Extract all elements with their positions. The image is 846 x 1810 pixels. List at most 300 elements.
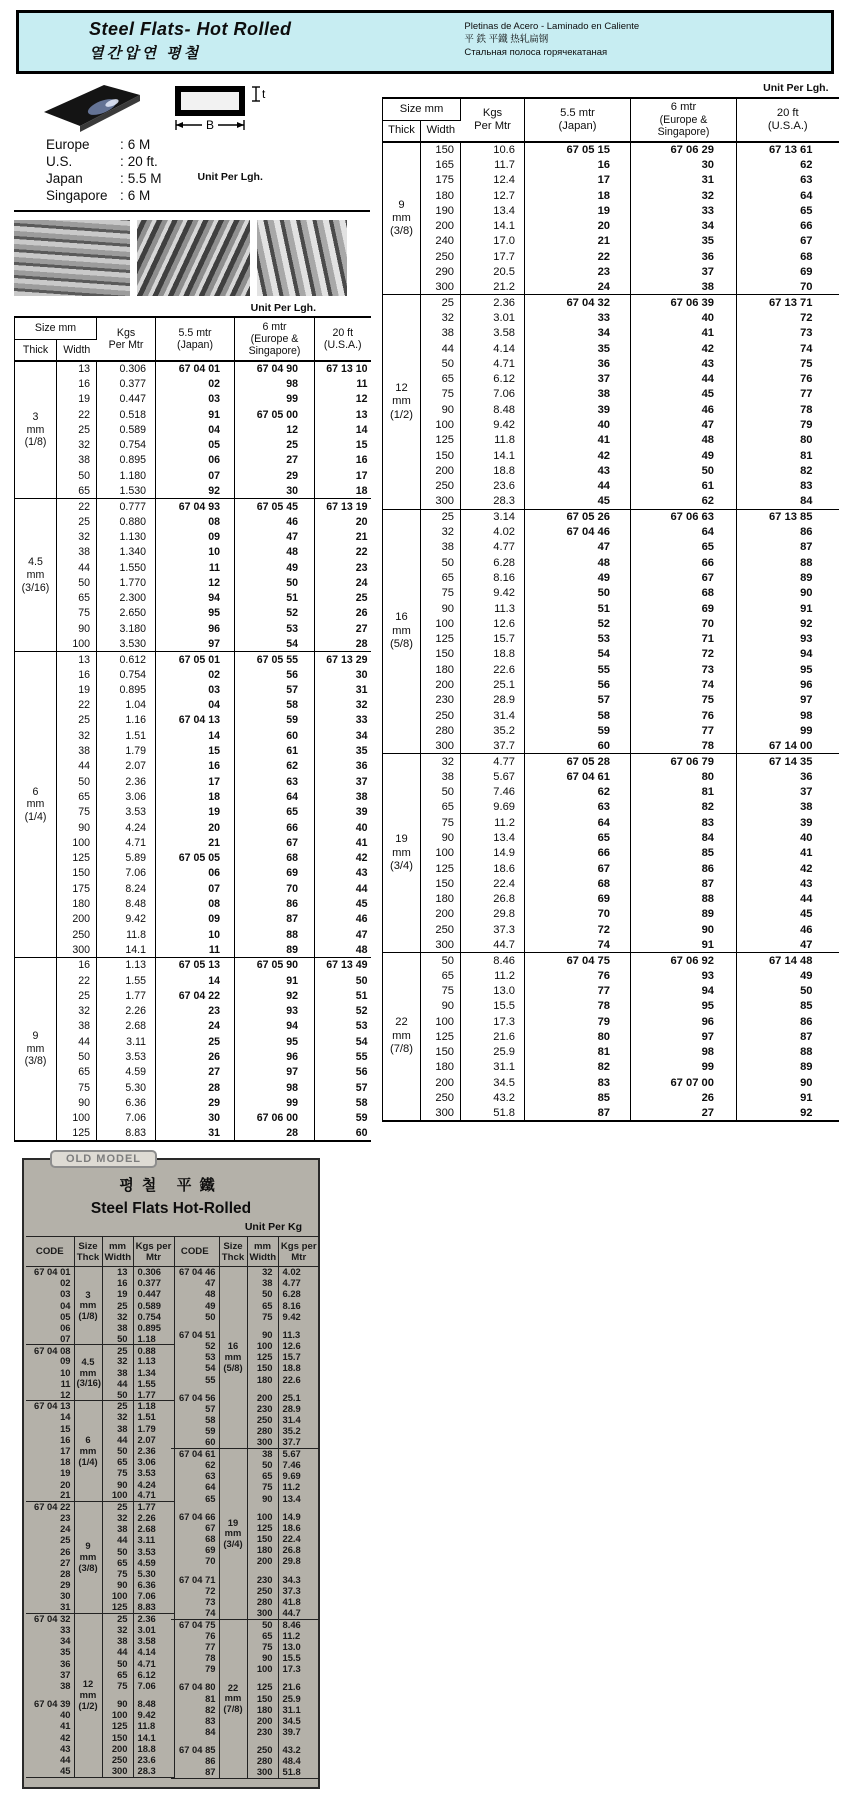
kgs-per-mtr: 28.3	[461, 494, 525, 509]
kgs-per-mtr: 1.18	[133, 1401, 174, 1412]
kgs-per-mtr: 1.34	[133, 1367, 174, 1378]
code-europe: 67 05 45	[235, 499, 315, 514]
code-japan: 49	[525, 570, 631, 585]
code-europe: 70	[235, 881, 315, 896]
code-japan: 09	[156, 529, 235, 544]
spec-row	[383, 218, 839, 233]
code-japan: 65	[525, 830, 631, 845]
width-value: 125	[102, 1602, 133, 1613]
width-value: 50	[421, 555, 461, 570]
code-europe: 85	[631, 846, 737, 861]
size-group	[26, 1502, 174, 1614]
kgs-per-mtr: 17.0	[461, 234, 525, 249]
kgs-per-mtr: 4.77	[461, 540, 525, 555]
code-europe: 78	[631, 739, 737, 754]
kgs-per-mtr: 11.3	[461, 601, 525, 616]
code-japan: 67	[525, 861, 631, 876]
code-europe: 97	[631, 1029, 737, 1044]
thickness-label: 19 mm (3/4)	[219, 1448, 247, 1619]
width-value: 65	[102, 1457, 133, 1468]
table-header	[15, 317, 371, 361]
width-value: 75	[102, 1681, 133, 1692]
code-europe: 67 06 00	[235, 1111, 315, 1126]
kgs-per-mtr: 3.58	[461, 326, 525, 341]
kgs-per-mtr: 7.06	[133, 1591, 174, 1602]
kgs-per-mtr: 14.1	[133, 1732, 174, 1743]
width-value: 25	[102, 1401, 133, 1412]
code-value: 76	[171, 1630, 219, 1641]
width-value: 19	[57, 682, 97, 697]
code-usa: 36	[355, 760, 368, 773]
width-value: 280	[247, 1756, 278, 1767]
code-europe: 50	[631, 463, 737, 478]
code-value: 20	[26, 1479, 74, 1490]
code-japan: 50	[525, 586, 631, 601]
kgs-per-mtr: 2.68	[133, 1524, 174, 1535]
kgs-per-mtr: 11.7	[461, 157, 525, 172]
code-usa: 97	[800, 694, 813, 707]
kgs-per-mtr: 22.6	[282, 1374, 301, 1385]
code-value: 53	[171, 1352, 219, 1363]
width-value: 22	[57, 407, 97, 422]
code-europe: 84	[631, 830, 737, 845]
thickness-label: 22 mm (7/8)	[383, 953, 421, 1121]
code-japan: 66	[525, 846, 631, 861]
code-europe: 90	[631, 922, 737, 937]
col-header-usa: 20 ft (U.S.A.)	[323, 326, 362, 351]
kgs-per-mtr: 9.42	[461, 417, 525, 432]
code-europe: 67 06 29	[631, 142, 737, 157]
kgs-per-mtr: 0.880	[97, 514, 156, 529]
code-usa: 53	[355, 1020, 368, 1033]
code-usa: 47	[355, 928, 368, 941]
code-europe: 89	[631, 907, 737, 922]
width-value: 180	[247, 1545, 278, 1556]
code-usa: 43	[355, 867, 368, 880]
code-japan: 58	[525, 708, 631, 723]
kgs-per-mtr: 18.8	[282, 1363, 301, 1374]
code-japan: 67 04 75	[525, 953, 631, 968]
spec-row	[15, 805, 371, 820]
code-usa: 70	[800, 281, 813, 294]
code-japan: 54	[525, 647, 631, 662]
code-usa: 67 13 19	[326, 500, 368, 513]
old-spec-row	[26, 1502, 174, 1513]
code-europe: 67 05 90	[235, 958, 315, 973]
code-usa: 82	[800, 464, 813, 477]
code-japan: 37	[525, 371, 631, 386]
code-usa: 24	[355, 576, 368, 589]
width-value: 25	[102, 1502, 133, 1513]
code-value: 64	[171, 1482, 219, 1493]
code-japan: 27	[156, 1065, 235, 1080]
width-value: 125	[57, 1126, 97, 1141]
code-europe: 91	[235, 973, 315, 988]
width-value: 150	[247, 1693, 278, 1704]
spec-row	[383, 203, 839, 218]
size-group	[383, 142, 839, 295]
old-model-table-right	[171, 1236, 319, 1779]
kgs-per-mtr: 31.1	[461, 1060, 525, 1075]
spec-row	[383, 264, 839, 279]
code-japan: 06	[156, 866, 235, 881]
width-value: 65	[57, 590, 97, 605]
kgs-per-mtr: 0.895	[133, 1323, 174, 1334]
kgs-per-mtr: 6.28	[461, 555, 525, 570]
kgs-per-mtr: 0.895	[97, 682, 156, 697]
kgs-per-mtr: 5.67	[461, 769, 525, 784]
width-value: 150	[247, 1534, 278, 1545]
width-value: 100	[102, 1490, 133, 1501]
kgs-per-mtr: 43.2	[461, 1090, 525, 1105]
code-value: 87	[171, 1767, 219, 1778]
code-europe: 89	[235, 942, 315, 957]
size-group	[15, 361, 371, 499]
code-value: 63	[171, 1471, 219, 1482]
code-japan: 45	[525, 494, 631, 509]
code-value: 06	[26, 1323, 74, 1334]
spec-row	[383, 937, 839, 952]
code-value: 67 04 71	[171, 1574, 219, 1585]
kgs-per-mtr: 4.71	[133, 1658, 174, 1669]
width-value: 125	[421, 632, 461, 647]
spec-row	[383, 632, 839, 647]
kgs-per-mtr: 9.42	[461, 586, 525, 601]
kgs-per-mtr: 6.36	[133, 1580, 174, 1591]
thickness-label: 12 mm (1/2)	[383, 295, 421, 509]
spec-row	[15, 1111, 371, 1126]
kgs-per-mtr: 0.377	[133, 1278, 174, 1289]
code-europe: 88	[631, 892, 737, 907]
code-europe: 91	[631, 937, 737, 952]
kgs-per-mtr: 3.530	[97, 636, 156, 651]
code-europe: 88	[235, 927, 315, 942]
kgs-per-mtr: 4.71	[97, 835, 156, 850]
code-usa: 45	[800, 908, 813, 921]
width-value: 50	[102, 1390, 133, 1401]
kgs-per-mtr: 0.88	[133, 1345, 174, 1356]
code-europe: 96	[235, 1049, 315, 1064]
spec-row	[15, 529, 371, 544]
code-value: 17	[26, 1446, 74, 1457]
kgs-per-mtr: 4.02	[282, 1266, 301, 1278]
kgs-per-mtr: 8.48	[97, 896, 156, 911]
width-value: 32	[102, 1311, 133, 1322]
code-japan: 95	[156, 606, 235, 621]
width-value: 38	[57, 545, 97, 560]
code-value: 79	[171, 1664, 219, 1675]
kgs-per-mtr: 1.180	[97, 468, 156, 483]
width-value: 25	[57, 713, 97, 728]
width-value: 200	[57, 912, 97, 927]
code-japan: 94	[156, 590, 235, 605]
kgs-per-mtr: 12.7	[461, 188, 525, 203]
width-value: 90	[102, 1699, 133, 1710]
code-usa: 39	[800, 816, 813, 829]
unit-per-length-note: Unit Per Lgh.	[197, 171, 263, 183]
old-model-right-set	[171, 1236, 316, 1779]
width-value: 65	[247, 1300, 278, 1311]
code-usa: 96	[800, 679, 813, 692]
width-value: 90	[57, 820, 97, 835]
width-value: 250	[247, 1415, 278, 1426]
old-model-title: Steel Flats Hot-Rolled	[90, 1200, 252, 1218]
spec-row	[15, 392, 371, 407]
kgs-per-mtr: 13.4	[282, 1493, 301, 1504]
code-value: 25	[26, 1535, 74, 1546]
kgs-per-mtr: 37.3	[461, 922, 525, 937]
width-value: 32	[57, 1003, 97, 1018]
code-europe: 93	[235, 1003, 315, 1018]
width-value: 38	[421, 540, 461, 555]
code-usa: 89	[800, 571, 813, 584]
width-value: 19	[102, 1289, 133, 1300]
kgs-per-mtr: 0.518	[97, 407, 156, 422]
spec-row	[383, 922, 839, 937]
width-value: 19	[57, 392, 97, 407]
code-europe: 99	[235, 1095, 315, 1110]
spec-row	[383, 142, 839, 157]
code-japan: 28	[156, 1080, 235, 1095]
code-japan: 42	[525, 448, 631, 463]
main-area	[0, 78, 846, 1142]
code-japan: 12	[156, 575, 235, 590]
code-europe: 40	[631, 310, 737, 325]
code-japan: 15	[156, 743, 235, 758]
code-usa: 75	[800, 357, 813, 370]
width-value: 75	[102, 1468, 133, 1479]
kgs-per-mtr: 2.300	[97, 590, 156, 605]
width-value: 65	[102, 1669, 133, 1680]
kgs-per-mtr: 25.9	[461, 1045, 525, 1060]
kgs-per-mtr: 0.447	[133, 1289, 174, 1300]
spec-row	[383, 417, 839, 432]
kgs-per-mtr: 4.59	[133, 1558, 174, 1569]
width-value: 25	[421, 295, 461, 310]
col-header-size-thck: Size Thck	[219, 1237, 247, 1267]
code-europe: 49	[631, 448, 737, 463]
spec-row	[383, 463, 839, 478]
code-value: 02	[26, 1278, 74, 1289]
code-usa: 65	[800, 204, 813, 217]
size-group	[26, 1267, 174, 1345]
width-value: 250	[247, 1745, 278, 1756]
code-japan: 67 04 13	[156, 713, 235, 728]
code-usa: 52	[355, 1005, 368, 1018]
code-europe: 69	[631, 601, 737, 616]
width-value: 50	[102, 1546, 133, 1557]
spec-row	[15, 728, 371, 743]
spec-row	[383, 188, 839, 203]
col-header-europe: 6 mtr (Europe & Singapore)	[235, 317, 315, 361]
width-value: 290	[421, 264, 461, 279]
code-japan: 70	[525, 907, 631, 922]
code-usa: 88	[800, 556, 813, 569]
size-group	[26, 1613, 174, 1777]
code-value: 42	[26, 1732, 74, 1743]
width-value: 13	[57, 361, 97, 376]
spec-row	[383, 800, 839, 815]
code-europe: 30	[631, 157, 737, 172]
code-usa: 17	[355, 469, 368, 482]
width-value: 180	[421, 662, 461, 677]
code-value: 03	[26, 1289, 74, 1300]
code-japan: 56	[525, 677, 631, 692]
old-spec-row	[171, 1619, 319, 1630]
kgs-per-mtr: 17.7	[461, 249, 525, 264]
spec-row	[383, 1106, 839, 1121]
code-japan: 67 04 46	[525, 524, 631, 539]
kgs-per-mtr: 12.6	[461, 616, 525, 631]
kgs-per-mtr: 4.71	[133, 1490, 174, 1501]
code-europe: 77	[631, 723, 737, 738]
kgs-per-mtr: 11.8	[97, 927, 156, 942]
kgs-per-mtr: 34.3	[282, 1574, 301, 1585]
code-japan: 19	[156, 805, 235, 820]
spec-row	[383, 647, 839, 662]
width-value: 200	[421, 1075, 461, 1090]
spec-row	[15, 1065, 371, 1080]
kgs-per-mtr: 37.3	[282, 1585, 301, 1596]
length-value: 6 M	[127, 136, 151, 152]
width-value: 25	[102, 1345, 133, 1356]
kgs-per-mtr: 2.650	[97, 606, 156, 621]
kgs-per-mtr: 4.24	[97, 820, 156, 835]
code-japan: 22	[525, 249, 631, 264]
code-usa: 67 13 29	[326, 653, 368, 666]
header-translations	[464, 19, 639, 63]
unit-per-length-note: Unit Per Lgh.	[763, 82, 829, 94]
code-value: 67 04 46	[171, 1267, 219, 1278]
code-japan: 31	[156, 1126, 235, 1141]
kgs-per-mtr: 1.79	[133, 1423, 174, 1434]
width-value: 90	[102, 1580, 133, 1591]
old-spec-row	[171, 1267, 319, 1278]
code-usa: 91	[800, 602, 813, 615]
code-value: 05	[26, 1311, 74, 1322]
code-europe: 54	[235, 636, 315, 651]
width-value: 25	[421, 509, 461, 524]
kgs-per-mtr: 5.30	[97, 1080, 156, 1095]
code-japan: 23	[156, 1003, 235, 1018]
diagram-width-label: B	[205, 118, 215, 132]
kgs-per-mtr: 3.14	[461, 509, 525, 524]
kgs-per-mtr: 1.77	[133, 1502, 174, 1513]
kgs-per-mtr: 1.77	[97, 988, 156, 1003]
code-usa: 34	[355, 729, 368, 742]
code-europe: 57	[235, 682, 315, 697]
code-japan: 38	[525, 387, 631, 402]
width-value: 38	[247, 1278, 278, 1289]
col-header-mm-width: mm Width	[102, 1237, 133, 1267]
kgs-per-mtr: 2.36	[461, 295, 525, 310]
kgs-per-mtr: 1.770	[97, 575, 156, 590]
kgs-per-mtr: 3.11	[97, 1034, 156, 1049]
spec-row	[383, 693, 839, 708]
code-usa: 42	[800, 862, 813, 875]
code-japan: 80	[525, 1029, 631, 1044]
length-row: Japan : 5.5 M	[46, 170, 162, 186]
code-europe: 95	[631, 999, 737, 1014]
width-value: 300	[421, 739, 461, 754]
code-usa: 38	[355, 790, 368, 803]
kgs-per-mtr: 11.2	[461, 815, 525, 830]
code-value: 30	[26, 1591, 74, 1602]
thickness-label: 3 mm (1/8)	[15, 361, 57, 499]
code-japan: 06	[156, 453, 235, 468]
width-value: 100	[421, 616, 461, 631]
code-japan: 19	[525, 203, 631, 218]
kgs-per-mtr: 1.18	[133, 1334, 174, 1345]
code-europe: 93	[631, 968, 737, 983]
code-europe: 51	[235, 590, 315, 605]
width-value: 32	[57, 529, 97, 544]
spec-row	[383, 494, 839, 509]
code-usa: 44	[355, 882, 368, 895]
code-europe: 92	[235, 988, 315, 1003]
thickness-label: 16 mm (5/8)	[219, 1267, 247, 1449]
old-model-table-left	[26, 1236, 175, 1777]
code-usa: 76	[800, 373, 813, 386]
kgs-per-mtr: 48.4	[282, 1756, 301, 1767]
kgs-per-mtr: 8.16	[282, 1300, 301, 1311]
code-usa: 46	[355, 913, 368, 926]
kgs-per-mtr: 31.4	[282, 1414, 301, 1426]
kgs-per-mtr: 21.6	[282, 1682, 301, 1693]
code-value: 33	[26, 1625, 74, 1636]
length-value: 20 ft.	[127, 153, 158, 169]
kgs-per-mtr: 28.9	[461, 693, 525, 708]
code-europe: 68	[631, 586, 737, 601]
kgs-per-mtr: 8.46	[461, 953, 525, 968]
code-usa: 15	[355, 439, 368, 452]
width-value: 300	[247, 1437, 278, 1448]
width-value: 50	[247, 1289, 278, 1300]
width-value: 75	[421, 586, 461, 601]
width-value: 16	[57, 667, 97, 682]
code-europe: 99	[631, 1060, 737, 1075]
code-value: 67 04 85	[171, 1745, 219, 1756]
size-group	[383, 295, 839, 509]
code-europe: 53	[235, 621, 315, 636]
kgs-per-mtr: 22.6	[461, 662, 525, 677]
width-value: 250	[102, 1755, 133, 1766]
code-europe: 50	[235, 575, 315, 590]
code-usa: 18	[355, 484, 368, 497]
spec-row	[383, 402, 839, 417]
width-value: 150	[421, 876, 461, 891]
spec-row	[383, 861, 839, 876]
spec-row	[383, 601, 839, 616]
width-value: 38	[102, 1367, 133, 1378]
old-spec-row	[26, 1613, 174, 1624]
width-value: 180	[421, 892, 461, 907]
width-value: 44	[102, 1535, 133, 1546]
width-value: 250	[421, 479, 461, 494]
spec-row	[383, 1075, 839, 1090]
width-value: 32	[102, 1625, 133, 1636]
code-japan: 67 04 01	[156, 361, 235, 376]
kgs-per-mtr: 43.2	[282, 1744, 301, 1756]
kgs-per-mtr: 3.06	[97, 789, 156, 804]
right-column	[382, 80, 839, 1142]
width-value: 38	[57, 453, 97, 468]
width-value: 50	[102, 1334, 133, 1345]
code-value: 59	[171, 1426, 219, 1437]
code-value: 16	[26, 1434, 74, 1445]
code-value: 49	[171, 1300, 219, 1311]
code-value: 67 04 80	[171, 1682, 219, 1693]
